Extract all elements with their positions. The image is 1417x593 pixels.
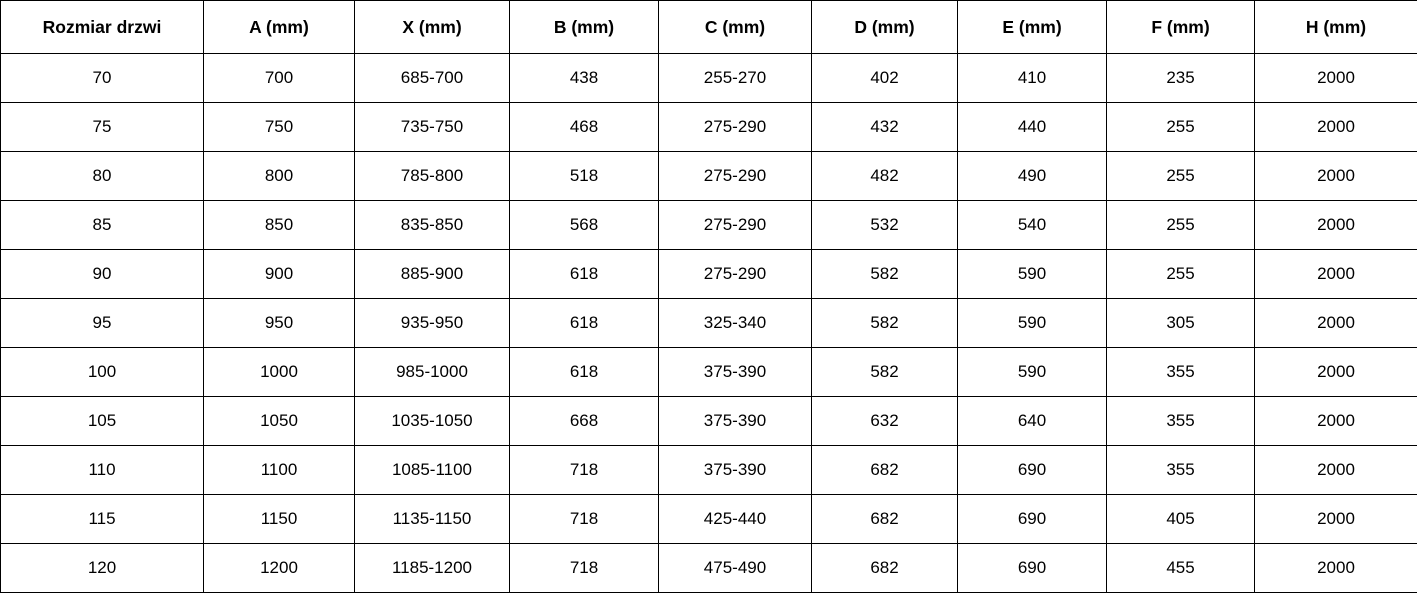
- cell-door-size: 85: [1, 201, 204, 250]
- cell-d: 582: [812, 299, 958, 348]
- table-row: [1, 299, 1417, 348]
- cell-h: 2000: [1255, 544, 1417, 593]
- cell-x: 835-850: [355, 201, 510, 250]
- cell-h: 2000: [1255, 446, 1417, 495]
- table-row: [1, 103, 1417, 152]
- column-header-door-size: Rozmiar drzwi: [1, 1, 204, 54]
- table-row: [1, 250, 1417, 299]
- cell-f: 255: [1107, 201, 1255, 250]
- cell-b: 568: [510, 201, 659, 250]
- cell-d: 682: [812, 495, 958, 544]
- cell-x: 985-1000: [355, 348, 510, 397]
- column-header-e: E (mm): [958, 1, 1107, 54]
- cell-f: 355: [1107, 397, 1255, 446]
- cell-a: 1000: [204, 348, 355, 397]
- cell-door-size: 90: [1, 250, 204, 299]
- cell-x: 785-800: [355, 152, 510, 201]
- cell-door-size: 95: [1, 299, 204, 348]
- cell-a: 1150: [204, 495, 355, 544]
- cell-c: 375-390: [659, 348, 812, 397]
- table-row: [1, 397, 1417, 446]
- cell-d: 582: [812, 348, 958, 397]
- cell-door-size: 110: [1, 446, 204, 495]
- cell-f: 305: [1107, 299, 1255, 348]
- cell-d: 632: [812, 397, 958, 446]
- cell-f: 255: [1107, 152, 1255, 201]
- cell-d: 582: [812, 250, 958, 299]
- column-header-b: B (mm): [510, 1, 659, 54]
- cell-d: 402: [812, 54, 958, 103]
- cell-c: 425-440: [659, 495, 812, 544]
- cell-b: 438: [510, 54, 659, 103]
- cell-e: 440: [958, 103, 1107, 152]
- cell-h: 2000: [1255, 299, 1417, 348]
- table-row: [1, 348, 1417, 397]
- cell-f: 355: [1107, 446, 1255, 495]
- cell-c: 375-390: [659, 397, 812, 446]
- cell-c: 255-270: [659, 54, 812, 103]
- cell-f: 455: [1107, 544, 1255, 593]
- cell-f: 405: [1107, 495, 1255, 544]
- cell-b: 718: [510, 446, 659, 495]
- table-header-row: [1, 1, 1417, 54]
- cell-a: 850: [204, 201, 355, 250]
- cell-door-size: 75: [1, 103, 204, 152]
- cell-e: 410: [958, 54, 1107, 103]
- cell-a: 1200: [204, 544, 355, 593]
- cell-a: 1100: [204, 446, 355, 495]
- cell-c: 275-290: [659, 250, 812, 299]
- cell-f: 255: [1107, 250, 1255, 299]
- cell-x: 735-750: [355, 103, 510, 152]
- cell-door-size: 115: [1, 495, 204, 544]
- table-row: [1, 152, 1417, 201]
- cell-f: 255: [1107, 103, 1255, 152]
- column-header-f: F (mm): [1107, 1, 1255, 54]
- cell-a: 750: [204, 103, 355, 152]
- cell-f: 235: [1107, 54, 1255, 103]
- cell-e: 690: [958, 446, 1107, 495]
- cell-f: 355: [1107, 348, 1255, 397]
- cell-h: 2000: [1255, 397, 1417, 446]
- cell-c: 275-290: [659, 201, 812, 250]
- cell-x: 1185-1200: [355, 544, 510, 593]
- cell-x: 1085-1100: [355, 446, 510, 495]
- cell-h: 2000: [1255, 103, 1417, 152]
- cell-b: 718: [510, 495, 659, 544]
- cell-e: 690: [958, 495, 1107, 544]
- cell-c: 275-290: [659, 103, 812, 152]
- cell-d: 432: [812, 103, 958, 152]
- table-row: [1, 446, 1417, 495]
- cell-door-size: 70: [1, 54, 204, 103]
- cell-h: 2000: [1255, 152, 1417, 201]
- column-header-h: H (mm): [1255, 1, 1417, 54]
- cell-c: 375-390: [659, 446, 812, 495]
- table-row: [1, 495, 1417, 544]
- cell-a: 700: [204, 54, 355, 103]
- cell-x: 1135-1150: [355, 495, 510, 544]
- cell-b: 718: [510, 544, 659, 593]
- table-body: [1, 54, 1417, 593]
- cell-e: 590: [958, 348, 1107, 397]
- cell-c: 275-290: [659, 152, 812, 201]
- cell-door-size: 100: [1, 348, 204, 397]
- cell-h: 2000: [1255, 348, 1417, 397]
- cell-d: 682: [812, 446, 958, 495]
- cell-b: 618: [510, 348, 659, 397]
- table-row: [1, 201, 1417, 250]
- column-header-c: C (mm): [659, 1, 812, 54]
- cell-e: 540: [958, 201, 1107, 250]
- cell-d: 482: [812, 152, 958, 201]
- cell-door-size: 80: [1, 152, 204, 201]
- cell-h: 2000: [1255, 54, 1417, 103]
- cell-e: 640: [958, 397, 1107, 446]
- column-header-x: X (mm): [355, 1, 510, 54]
- cell-d: 682: [812, 544, 958, 593]
- cell-c: 475-490: [659, 544, 812, 593]
- cell-x: 935-950: [355, 299, 510, 348]
- column-header-a: A (mm): [204, 1, 355, 54]
- cell-d: 532: [812, 201, 958, 250]
- cell-x: 885-900: [355, 250, 510, 299]
- cell-b: 668: [510, 397, 659, 446]
- cell-h: 2000: [1255, 250, 1417, 299]
- cell-h: 2000: [1255, 495, 1417, 544]
- table-row: [1, 544, 1417, 593]
- cell-a: 1050: [204, 397, 355, 446]
- cell-x: 1035-1050: [355, 397, 510, 446]
- cell-b: 618: [510, 250, 659, 299]
- table-row: [1, 54, 1417, 103]
- cell-b: 518: [510, 152, 659, 201]
- cell-e: 690: [958, 544, 1107, 593]
- cell-b: 618: [510, 299, 659, 348]
- cell-door-size: 105: [1, 397, 204, 446]
- cell-b: 468: [510, 103, 659, 152]
- cell-a: 800: [204, 152, 355, 201]
- cell-e: 590: [958, 299, 1107, 348]
- cell-c: 325-340: [659, 299, 812, 348]
- table-header: [1, 1, 1417, 54]
- column-header-d: D (mm): [812, 1, 958, 54]
- cell-e: 590: [958, 250, 1107, 299]
- cell-a: 950: [204, 299, 355, 348]
- cell-e: 490: [958, 152, 1107, 201]
- cell-h: 2000: [1255, 201, 1417, 250]
- cell-a: 900: [204, 250, 355, 299]
- cell-x: 685-700: [355, 54, 510, 103]
- cell-door-size: 120: [1, 544, 204, 593]
